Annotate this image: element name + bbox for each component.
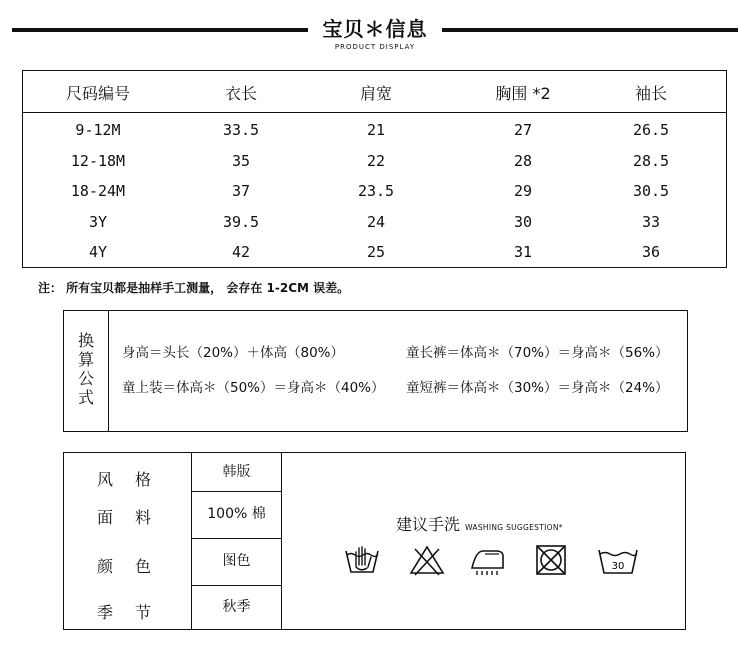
info-value: 韩版 [192, 453, 281, 492]
table-row [23, 146, 726, 176]
wash-temp: 30 [611, 561, 625, 572]
info-label-text: 颜色 [97, 557, 174, 576]
table-cell: 18-24M [70, 182, 126, 200]
table-cell: 39.5 [222, 212, 260, 231]
formula-label: 换算公式 [77, 331, 94, 407]
conversion-formula-box [63, 310, 688, 432]
hand-wash-icon [343, 543, 381, 577]
table-cell: 25 [366, 243, 386, 261]
table-cell: 33 [641, 212, 661, 231]
table-cell: 3Y [88, 212, 108, 231]
table-row [23, 115, 726, 145]
size-table [22, 70, 727, 268]
table-row [23, 237, 726, 267]
wash-30-icon [596, 543, 640, 577]
info-value-column [191, 452, 282, 630]
formula-label-cell [64, 311, 109, 431]
iron-low-icon [469, 543, 507, 577]
table-cell: 26.5 [632, 121, 670, 139]
info-label-text: 面料 [97, 508, 174, 527]
table-cell: 28 [513, 151, 533, 170]
table-cell: 29 [513, 182, 533, 200]
formula-item: 童短裤＝体高＊（30%）＝身高＊（24%） [406, 380, 669, 396]
page-title: 宝贝＊信息 [322, 17, 428, 41]
column-header: 肩宽 [359, 84, 392, 103]
table-cell: 24 [366, 212, 386, 231]
product-info-box [63, 452, 686, 630]
column-header: 衣长 [224, 84, 257, 103]
table-cell: 22 [366, 151, 386, 170]
no-bleach-icon [408, 543, 446, 577]
table-cell: 28.5 [632, 151, 670, 170]
table-cell: 42 [231, 243, 251, 261]
table-cell: 23.5 [357, 182, 395, 200]
info-value: 秋季 [222, 599, 251, 615]
table-cell: 30.5 [632, 182, 670, 200]
table-cell: 33.5 [222, 121, 260, 139]
table-row [23, 207, 726, 237]
formula-item: 童上装＝体高＊（50%）＝身高＊（40%） [122, 380, 385, 396]
wash-title-cn: 建议手洗 [396, 515, 461, 534]
table-cell: 35 [231, 151, 251, 170]
table-cell: 27 [513, 121, 533, 139]
table-cell: 9-12M [75, 121, 121, 139]
info-value: 100% 棉 [192, 491, 281, 539]
table-cell: 37 [231, 182, 251, 200]
info-value: 图色 [192, 538, 281, 586]
info-label-text: 季节 [97, 603, 174, 622]
wash-title-en: WASHING SUGGESTION* [465, 523, 563, 532]
table-cell: 31 [513, 243, 533, 261]
info-label-column [64, 453, 192, 629]
table-cell: 36 [641, 243, 661, 261]
column-header: 袖长 [634, 84, 667, 103]
page-subtitle: PRODUCT DISPLAY [334, 43, 416, 51]
no-tumble-dry-icon [532, 543, 570, 577]
column-header: 胸围 *2 [495, 84, 551, 103]
measurement-note: 注： 所有宝贝都是抽样手工测量， 会存在 1-2CM 误差。 [38, 281, 350, 295]
formula-item: 身高＝头长（20%）＋体高（80%） [122, 345, 345, 361]
formula-item: 童长裤＝体高＊（70%）＝身高＊（56%） [406, 345, 669, 361]
table-cell: 12-18M [70, 151, 126, 170]
info-label-text: 风格 [97, 470, 174, 489]
wash-title [396, 512, 563, 535]
table-cell: 21 [366, 121, 386, 139]
size-table-header [23, 71, 726, 113]
table-cell: 4Y [88, 243, 108, 261]
column-header: 尺码编号 [65, 84, 130, 103]
table-cell: 30 [513, 212, 533, 231]
table-row [23, 176, 726, 206]
